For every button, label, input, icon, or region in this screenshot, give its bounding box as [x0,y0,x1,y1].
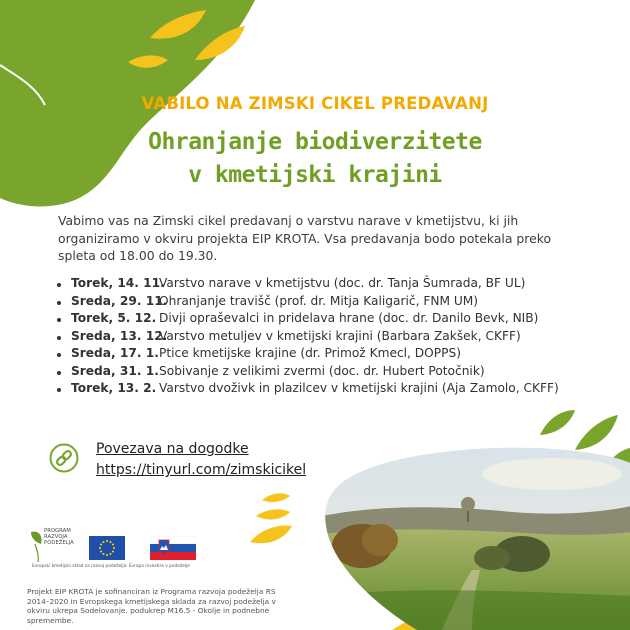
list-item [55,364,559,382]
yellow-leaf-5 [256,509,290,519]
slovenia-flag-icon [150,536,196,560]
event-link-label[interactable]: Povezava na dogodke [96,441,249,457]
bullet-icon [57,371,61,375]
program-line-3: PODEŽELJA [44,540,74,547]
eu-flag-icon [89,536,125,560]
list-item [55,294,559,312]
event-text: Ptice kmetijske krajine (dr. Primož Kmecl, DOPPS) [159,346,461,360]
funding-footer: Projekt EIP KROTA je sofinanciran iz Programa razvoja podeželja RS 2014–2020 in Evropskega kmetijskega sklada za razvoj podeželja v okviru ukrepa Sodelovanje. podukrep M16.5 - Okolje in podnebne spremembe. [27,587,276,625]
bullet-icon [57,353,61,357]
link-icon[interactable] [49,443,79,473]
bullet-icon [57,301,61,305]
event-text: Varstvo dvoživk in plazilcev v kmetijski krajini (Aja Zamolo, CKFF) [159,381,559,395]
event-text: Sobivanje z velikimi zvermi (doc. dr. Hubert Potočnik) [159,363,485,378]
event-text: Ohranjanje travišč (prof. dr. Mitja Kaligarič, FNM UM) [159,293,479,308]
yellow-leaf-6 [262,493,290,502]
event-date: Torek, 13. 2. [71,381,157,395]
program-line-1: PROGRAM [44,528,71,534]
logo-caption: Evropski kmetijski sklad za razvoj podeželja: Evropa investira v podeželje [32,564,190,569]
bullet-icon [57,318,61,322]
bullet-icon [57,283,61,287]
title-line-1: Ohranjanje biodiverzitete [148,129,482,155]
bullet-icon [57,336,61,340]
event-date: Sreda, 13. 12. [71,328,168,343]
event-link-url[interactable]: https://tinyurl.com/zimskicikel [96,462,307,478]
event-date: Sreda, 29. 11. [71,293,168,308]
program-line-2: RAZVOJA [44,534,68,541]
lecture-list [55,276,559,399]
poster-title [0,126,630,192]
list-item [55,329,559,347]
list-item [55,276,559,294]
list-item [55,346,559,364]
invitation-subtitle: VABILO NA ZIMSKI CIKEL PREDAVANJ [141,94,489,113]
bullet-icon [57,388,61,392]
event-text: Varstvo metuljev v kmetijski krajini (Barbara Zakšek, CKFF) [159,328,521,343]
event-text: Varstvo narave v kmetijstvu (doc. dr. Tanja Šumrada, BF UL) [159,276,526,290]
green-leaf-2 [540,410,575,435]
event-text: Divji opraševalci in pridelava hrane (doc. dr. Danilo Bevk, NIB) [159,311,539,325]
event-date: Torek, 14. 11. [71,276,165,290]
event-date: Torek, 5. 12. [71,311,157,325]
list-item [55,311,559,329]
title-line-2: v kmetijski krajini [188,162,442,188]
intro-paragraph: Vabimo vas na Zimski cikel predavanj o varstvu narave v kmetijstvu, ki jih organiziramo v okviru projekta EIP KROTA. Vsa predavanja bodo potekala preko spleta od 18.00 do 19.30. [58,213,552,263]
list-item [55,381,559,399]
event-date: Sreda, 31. 1. [71,363,159,378]
green-leaf-1 [575,415,618,450]
landscape-photo [322,446,630,630]
yellow-leaf-4 [250,526,292,544]
program-logo-text [44,528,84,547]
event-date: Sreda, 17. 1. [71,346,159,360]
